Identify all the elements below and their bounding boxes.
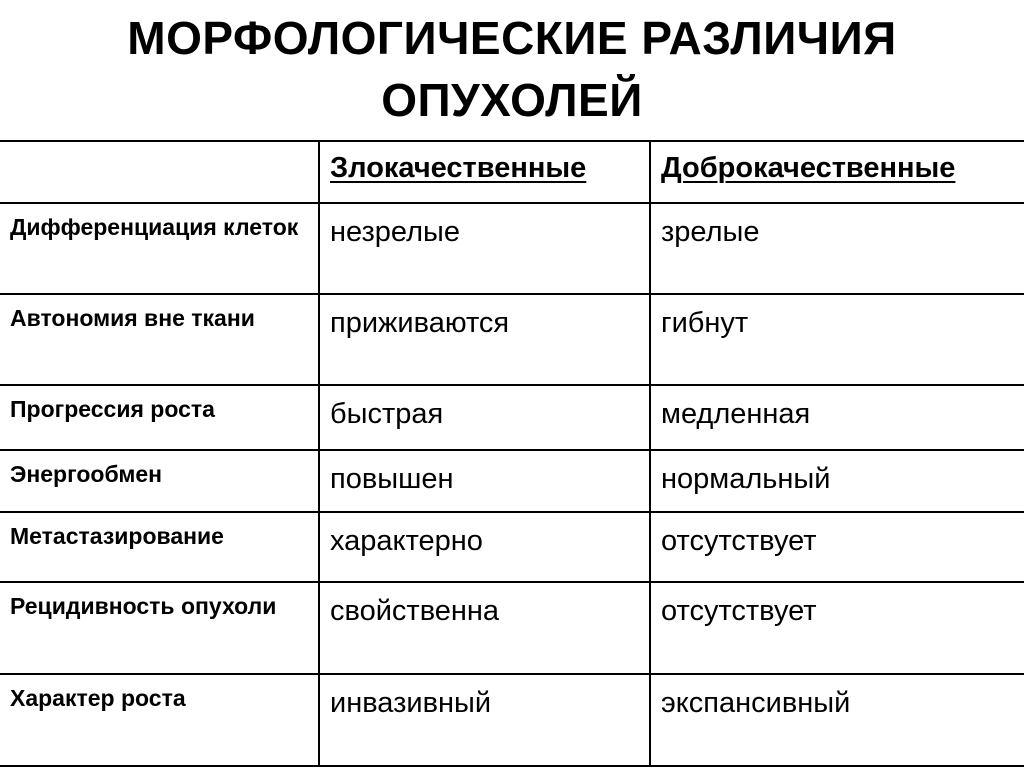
row-label: Рецидивность опухоли <box>0 582 319 674</box>
header-empty-cell <box>0 141 319 203</box>
row-label: Дифференциация клеток <box>0 203 319 294</box>
table-row <box>0 294 1024 385</box>
table-row <box>0 385 1024 450</box>
row-label: Автономия вне ткани <box>0 294 319 385</box>
benign-value: отсутствует <box>650 582 1024 674</box>
table-header-row <box>0 141 1024 203</box>
malignant-value: приживаются <box>319 294 650 385</box>
title-line-2: ОПУХОЛЕЙ <box>381 74 643 126</box>
malignant-value: свойственна <box>319 582 650 674</box>
title-line-1: МОРФОЛОГИЧЕСКИЕ РАЗЛИЧИЯ <box>127 12 897 64</box>
table-row <box>0 674 1024 766</box>
benign-value: отсутствует <box>650 512 1024 582</box>
header-benign: Доброкачественные <box>650 141 1024 203</box>
benign-value: медленная <box>650 385 1024 450</box>
comparison-table <box>0 140 1024 767</box>
table-row <box>0 582 1024 674</box>
malignant-value: характерно <box>319 512 650 582</box>
header-malignant: Злокачественные <box>319 141 650 203</box>
table-row <box>0 512 1024 582</box>
benign-value: гибнут <box>650 294 1024 385</box>
table-row <box>0 203 1024 294</box>
table-row <box>0 450 1024 512</box>
benign-value: нормальный <box>650 450 1024 512</box>
malignant-value: инвазивный <box>319 674 650 766</box>
malignant-value: незрелые <box>319 203 650 294</box>
benign-value: экспансивный <box>650 674 1024 766</box>
row-label: Метастазирование <box>0 512 319 582</box>
row-label: Энергообмен <box>0 450 319 512</box>
row-label: Характер роста <box>0 674 319 766</box>
benign-value: зрелые <box>650 203 1024 294</box>
malignant-value: быстрая <box>319 385 650 450</box>
row-label: Прогрессия роста <box>0 385 319 450</box>
malignant-value: повышен <box>319 450 650 512</box>
